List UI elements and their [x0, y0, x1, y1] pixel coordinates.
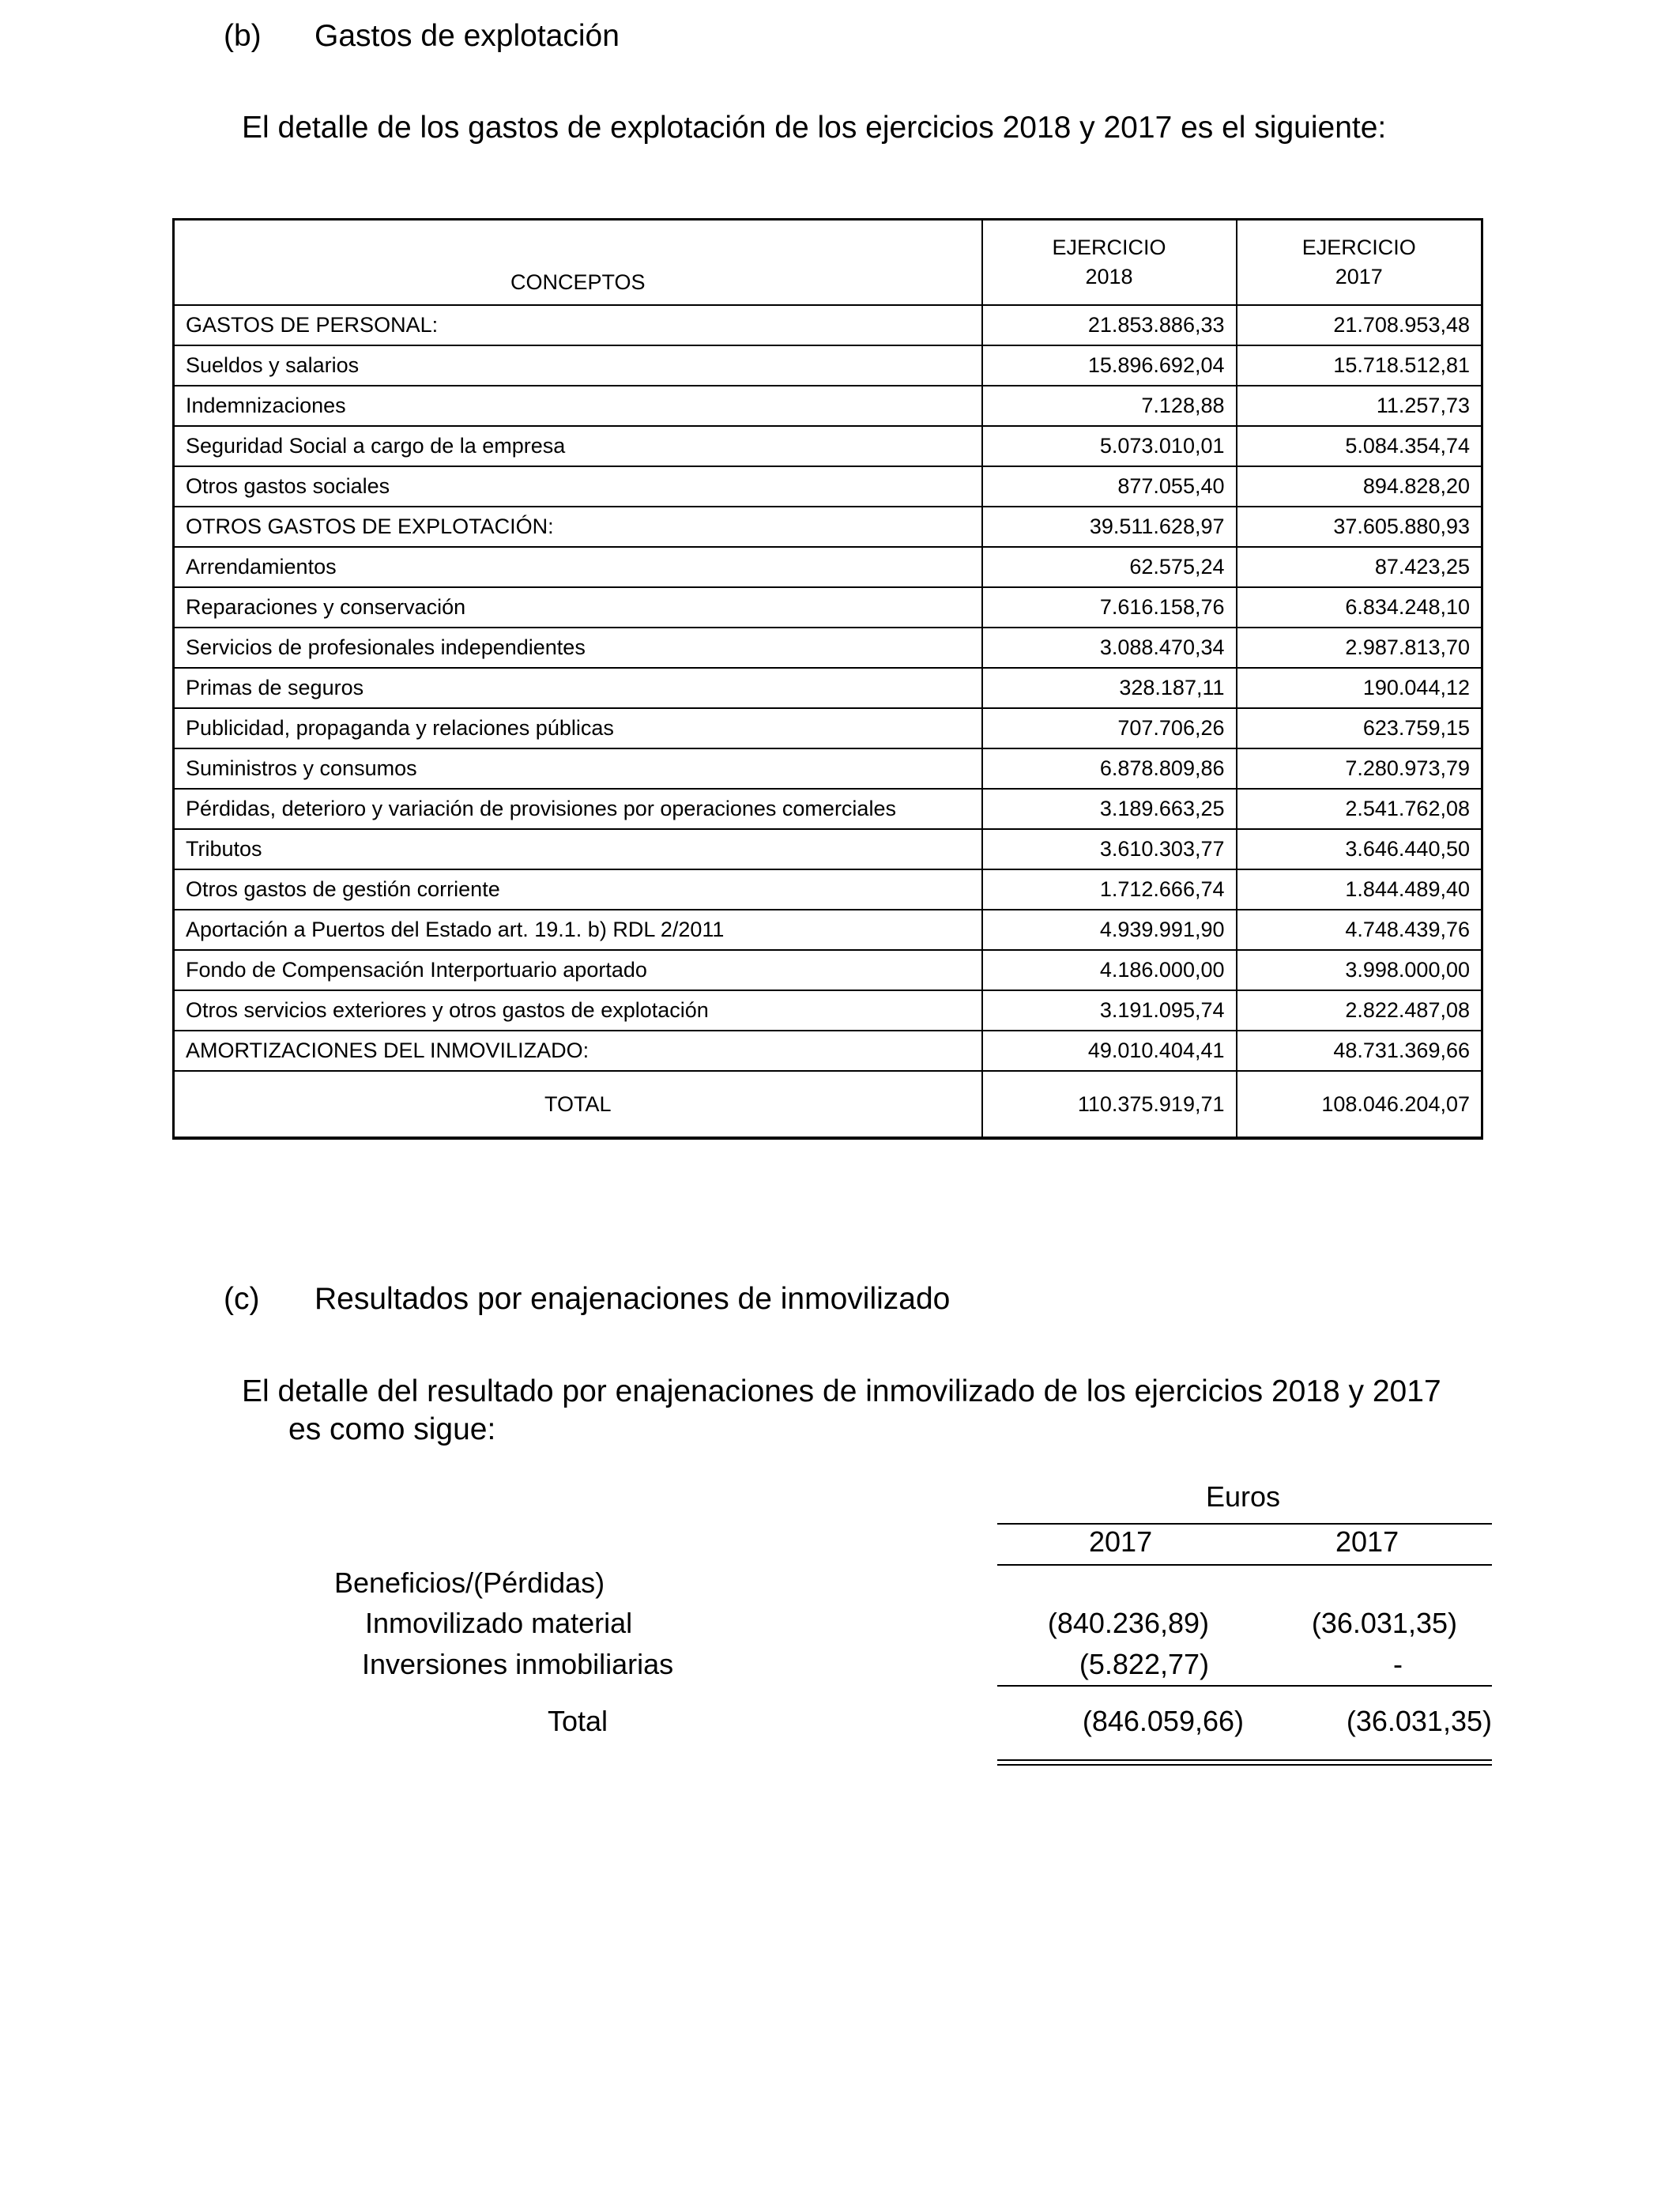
row-value-2018: 3.189.663,25: [982, 789, 1237, 829]
results-year-rule: [997, 1564, 1492, 1566]
results-total-double-rule-bottom: [997, 1764, 1492, 1766]
row-concept: Tributos: [174, 829, 982, 869]
results-col2-year: 2017: [1335, 1525, 1399, 1558]
results-row-label: Inmovilizado material: [365, 1607, 633, 1639]
row-value-2018: 21.853.886,33: [982, 305, 1237, 345]
table-row: [174, 668, 1482, 708]
row-value-2018: 6.878.809,86: [982, 748, 1237, 789]
results-row-label: Inversiones inmobiliarias: [362, 1648, 674, 1680]
row-value-2017: 894.828,20: [1237, 466, 1482, 507]
results-total-col2: (36.031,35): [1346, 1705, 1492, 1737]
row-value-2018: 62.575,24: [982, 547, 1237, 587]
results-total-label: Total: [548, 1705, 608, 1737]
header-ejercicio-2017-label: EJERCICIO: [1301, 236, 1416, 259]
results-row-col1: (5.822,77): [1079, 1648, 1209, 1680]
row-value-2017: 1.844.489,40: [1237, 869, 1482, 910]
header-ejercicio-2018-label: EJERCICIO: [1052, 236, 1166, 259]
row-concept: Primas de seguros: [174, 668, 982, 708]
row-concept: Sueldos y salarios: [174, 345, 982, 386]
row-value-2018: 3.088.470,34: [982, 628, 1237, 668]
row-value-2017: 2.541.762,08: [1237, 789, 1482, 829]
table-row: [174, 910, 1482, 950]
row-concept: Otros servicios exteriores y otros gastos de explotación: [174, 990, 982, 1031]
row-concept: Arrendamientos: [174, 547, 982, 587]
total-value-2018: 110.375.919,71: [982, 1071, 1237, 1138]
header-concepts: CONCEPTOS: [174, 220, 982, 306]
table-row: [174, 748, 1482, 789]
header-ejercicio-2017: [1237, 220, 1482, 306]
gastos-table: [172, 218, 1483, 1140]
row-value-2018: 5.073.010,01: [982, 426, 1237, 466]
results-row-col2: (36.031,35): [1311, 1607, 1457, 1639]
results-col1-year: 2017: [1089, 1525, 1153, 1558]
row-value-2017: 21.708.953,48: [1237, 305, 1482, 345]
row-concept: GASTOS DE PERSONAL:: [174, 305, 982, 345]
row-value-2017: 7.280.973,79: [1237, 748, 1482, 789]
row-value-2017: 87.423,25: [1237, 547, 1482, 587]
row-value-2018: 49.010.404,41: [982, 1031, 1237, 1071]
row-concept: Suministros y consumos: [174, 748, 982, 789]
table-row: [174, 869, 1482, 910]
row-concept: Aportación a Puertos del Estado art. 19.1. b) RDL 2/2011: [174, 910, 982, 950]
header-ejercicio-2018: [982, 220, 1237, 306]
header-ejercicio-2018-year: 2018: [1085, 265, 1133, 288]
results-row-col1: (840.236,89): [1047, 1607, 1209, 1639]
table-row: [174, 990, 1482, 1031]
row-value-2018: 4.939.991,90: [982, 910, 1237, 950]
row-value-2017: 37.605.880,93: [1237, 507, 1482, 547]
section-c-intro-line1: El detalle del resultado por enajenaciones de inmovilizado de los ejercicios 2018 y 2017: [242, 1374, 1441, 1408]
table-row: [174, 587, 1482, 628]
total-value-2017: 108.046.204,07: [1237, 1071, 1482, 1138]
row-value-2018: 1.712.666,74: [982, 869, 1237, 910]
results-group-label: Beneficios/(Pérdidas): [334, 1566, 605, 1599]
results-currency-header: Euros: [1206, 1480, 1281, 1513]
section-b-title: Gastos de explotación: [315, 19, 620, 53]
row-value-2017: 5.084.354,74: [1237, 426, 1482, 466]
section-b-letter: (b): [224, 19, 262, 53]
table-row: [174, 829, 1482, 869]
row-concept: AMORTIZACIONES DEL INMOVILIZADO:: [174, 1031, 982, 1071]
row-value-2018: 3.191.095,74: [982, 990, 1237, 1031]
row-value-2018: 4.186.000,00: [982, 950, 1237, 990]
table-row: [174, 789, 1482, 829]
row-concept: Servicios de profesionales independientes: [174, 628, 982, 668]
table-row: [174, 466, 1482, 507]
results-total-double-rule-top: [997, 1759, 1492, 1761]
table-row: [174, 426, 1482, 466]
table-total-row: [174, 1071, 1482, 1138]
table-row: [174, 305, 1482, 345]
table-row: [174, 1031, 1482, 1071]
row-concept: Reparaciones y conservación: [174, 587, 982, 628]
total-label: TOTAL: [174, 1071, 982, 1138]
row-value-2017: 2.987.813,70: [1237, 628, 1482, 668]
row-value-2017: 3.646.440,50: [1237, 829, 1482, 869]
row-value-2017: 6.834.248,10: [1237, 587, 1482, 628]
table-row: [174, 547, 1482, 587]
table-row: [174, 386, 1482, 426]
header-ejercicio-2017-year: 2017: [1335, 265, 1383, 288]
row-value-2017: 48.731.369,66: [1237, 1031, 1482, 1071]
row-concept: Otros gastos sociales: [174, 466, 982, 507]
section-c-letter: (c): [224, 1282, 260, 1316]
row-value-2018: 7.616.158,76: [982, 587, 1237, 628]
results-total-col1: (846.059,66): [1082, 1705, 1244, 1737]
row-value-2017: 623.759,15: [1237, 708, 1482, 748]
results-header-rule: [997, 1523, 1492, 1525]
row-concept: Indemnizaciones: [174, 386, 982, 426]
row-concept: Publicidad, propaganda y relaciones públicas: [174, 708, 982, 748]
row-value-2017: 11.257,73: [1237, 386, 1482, 426]
table-row: [174, 628, 1482, 668]
row-value-2018: 7.128,88: [982, 386, 1237, 426]
row-concept: Seguridad Social a cargo de la empresa: [174, 426, 982, 466]
row-value-2017: 4.748.439,76: [1237, 910, 1482, 950]
table-row: [174, 507, 1482, 547]
row-concept: Pérdidas, deterioro y variación de provisiones por operaciones comerciales: [174, 789, 982, 829]
gastos-table-header: [174, 220, 1482, 306]
row-value-2018: 3.610.303,77: [982, 829, 1237, 869]
row-value-2017: 3.998.000,00: [1237, 950, 1482, 990]
table-row: [174, 950, 1482, 990]
row-value-2017: 15.718.512,81: [1237, 345, 1482, 386]
results-row-col2: -: [1393, 1648, 1403, 1680]
row-value-2018: 877.055,40: [982, 466, 1237, 507]
row-concept: Otros gastos de gestión corriente: [174, 869, 982, 910]
row-value-2018: 328.187,11: [982, 668, 1237, 708]
table-row: [174, 345, 1482, 386]
section-c-title: Resultados por enajenaciones de inmovilizado: [315, 1282, 951, 1316]
row-value-2018: 15.896.692,04: [982, 345, 1237, 386]
row-value-2017: 2.822.487,08: [1237, 990, 1482, 1031]
row-concept: Fondo de Compensación Interportuario aportado: [174, 950, 982, 990]
table-row: [174, 708, 1482, 748]
row-value-2017: 190.044,12: [1237, 668, 1482, 708]
results-subtotal-rule: [997, 1685, 1492, 1687]
row-value-2018: 39.511.628,97: [982, 507, 1237, 547]
row-concept: OTROS GASTOS DE EXPLOTACIÓN:: [174, 507, 982, 547]
row-value-2018: 707.706,26: [982, 708, 1237, 748]
section-c-intro-line2: es como sigue:: [288, 1412, 496, 1446]
section-b-intro: El detalle de los gastos de explotación de los ejercicios 2018 y 2017 es el siguiente:: [242, 111, 1387, 145]
